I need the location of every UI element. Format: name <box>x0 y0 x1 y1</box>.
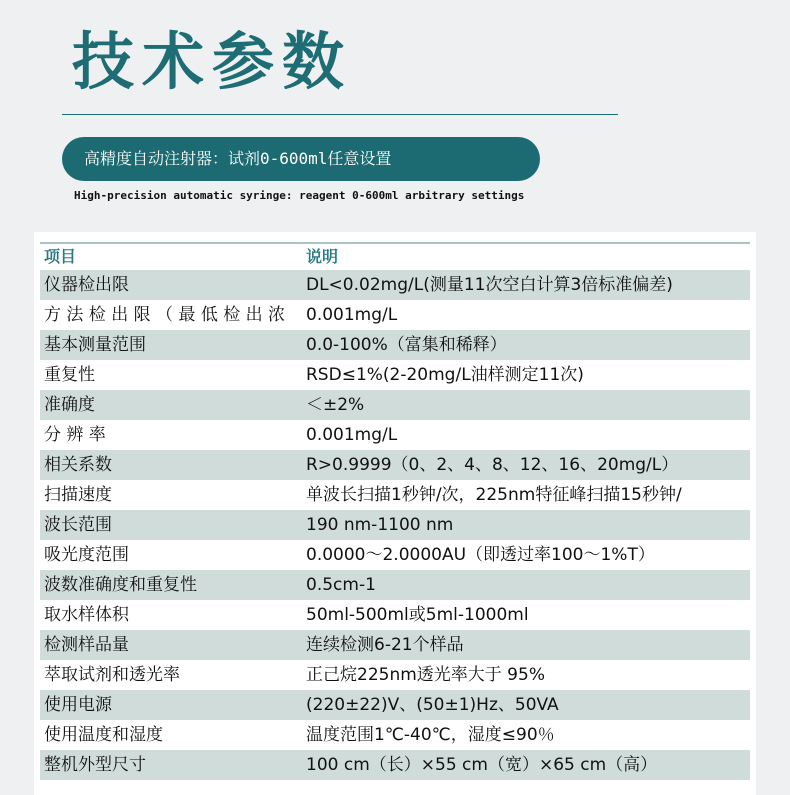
spec-table <box>34 232 756 795</box>
feature-pill: 高精度自动注射器：试剂0-600ml任意设置 <box>62 137 540 181</box>
row-item-value: 0.001mg/L <box>306 305 398 325</box>
table-row <box>40 420 750 450</box>
row-item-value: 0.001mg/L <box>306 425 398 445</box>
table-row <box>40 390 750 420</box>
row-item-value: 0.0000～2.0000AU（即透过率100～1%T） <box>306 545 655 565</box>
row-item-label: 取水样体积 <box>44 605 129 625</box>
row-item-label: 使用温度和湿度 <box>44 725 163 745</box>
row-item-label: 分 辨 率 <box>44 425 106 445</box>
row-item-value: 0.0-100%（富集和稀释） <box>306 335 507 355</box>
row-item-value: RSD≤1%(2-20mg/L油样测定11次) <box>306 365 584 385</box>
table-row <box>40 600 750 630</box>
row-item-value: 正己烷225nm透光率大于 95% <box>306 665 545 685</box>
row-item-label: 整机外型尺寸 <box>44 755 146 775</box>
row-item-label: 相关系数 <box>44 455 112 475</box>
row-item-value: DL<0.02mg/L(测量11次空白计算3倍标准偏差) <box>306 275 673 295</box>
table-row <box>40 360 750 390</box>
table-row <box>40 300 750 330</box>
row-item-value: R>0.9999（0、2、4、8、12、16、20mg/L） <box>306 455 679 475</box>
table-row <box>40 450 750 480</box>
table-top-divider <box>40 242 750 244</box>
page-title: 技术参数 <box>72 25 353 98</box>
row-item-value: 50ml-500ml或5ml-1000ml <box>306 605 529 625</box>
row-item-value: ＜±2% <box>306 395 365 415</box>
row-item-label: 扫描速度 <box>44 485 112 505</box>
column-header-item: 项目 <box>44 247 77 266</box>
row-item-label: 使用电源 <box>44 695 112 715</box>
table-row <box>40 690 750 720</box>
table-row <box>40 750 750 780</box>
row-item-value: 连续检测6-21个样品 <box>306 635 464 655</box>
row-item-label: 检测样品量 <box>44 635 129 655</box>
row-item-value: 单波长扫描1秒钟/次，225nm特征峰扫描15秒钟/ <box>306 485 682 505</box>
row-item-value: 100 cm（长）×55 cm（宽）×65 cm（高） <box>306 755 658 775</box>
table-row <box>40 510 750 540</box>
table-row <box>40 720 750 750</box>
row-item-value: (220±22)V、(50±1)Hz、50VA <box>306 695 559 715</box>
row-item-label: 萃取试剂和透光率 <box>44 665 180 685</box>
column-header-description: 说明 <box>306 247 339 266</box>
row-item-label: 吸光度范围 <box>44 545 129 565</box>
row-item-value: 0.5cm-1 <box>306 575 376 595</box>
table-header-row <box>40 245 750 269</box>
row-item-label: 波数准确度和重复性 <box>44 575 197 595</box>
english-subtitle: High-precision automatic syringe: reagent 0-600ml arbitrary settings <box>74 189 525 202</box>
row-item-label: 重复性 <box>44 365 95 385</box>
title-divider <box>62 114 618 115</box>
table-row <box>40 630 750 660</box>
table-row <box>40 660 750 690</box>
row-item-label: 仪器检出限 <box>44 275 129 295</box>
table-row <box>40 270 750 300</box>
row-item-label: 准确度 <box>44 395 95 415</box>
row-item-label: 基本测量范围 <box>44 335 146 355</box>
row-item-value: 190 nm-1100 nm <box>306 515 454 535</box>
row-item-value: 温度范围1℃-40℃，湿度≤90％ <box>306 725 555 745</box>
table-row <box>40 570 750 600</box>
row-item-label: 波长范围 <box>44 515 112 535</box>
table-row <box>40 330 750 360</box>
table-row <box>40 540 750 570</box>
row-item-label: 方 法 检 出 限 （ 最 低 检 出 浓 <box>44 305 286 325</box>
table-row <box>40 480 750 510</box>
